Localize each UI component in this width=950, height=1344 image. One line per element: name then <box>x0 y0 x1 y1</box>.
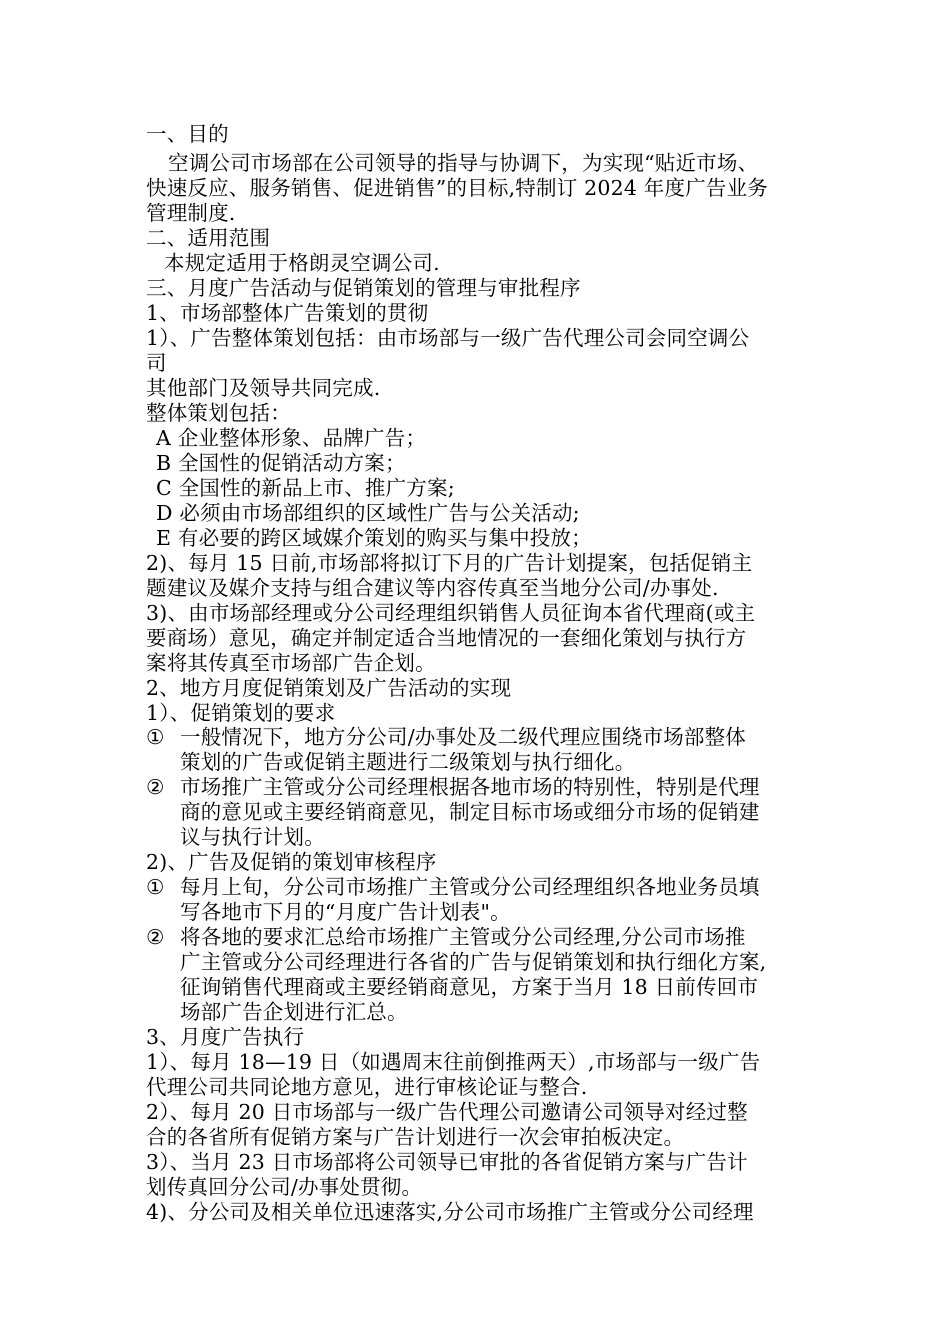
paragraph-line: 写各地市下月的“月度广告计划表"。 <box>180 900 511 924</box>
list-item: C 全国性的新品上市、推广方案; <box>156 476 455 500</box>
paragraph-line: 1）、每月 18—19 日（如遇周末往前倒推两天）,市场部与一级广告 <box>146 1050 761 1074</box>
subheading: 3、月度广告执行 <box>146 1025 305 1049</box>
paragraph-line: 将各地的要求汇总给市场推广主管或分公司经理,分公司市场推 <box>180 925 746 949</box>
paragraph-line: 策划的广告或促销主题进行二级策划与执行细化。 <box>180 750 636 774</box>
circled-number-1: ① <box>146 725 165 749</box>
paragraph-line: 快速反应、服务销售、促进销售”的目标,特制订 2024 年度广告业务 <box>146 176 768 200</box>
paragraph-line: 3）、当月 23 日市场部将公司领导已审批的各省促销方案与广告计 <box>146 1150 748 1174</box>
paragraph-line: 议与执行计划。 <box>180 825 325 849</box>
paragraph-line: 题建议及媒介支持与组合建议等内容传真至当地分公司/办事处. <box>146 576 719 600</box>
heading-scope: 二、适用范围 <box>146 226 271 250</box>
paragraph-line: 划传真回分公司/办事处贯彻。 <box>146 1175 423 1199</box>
paragraph-line: 4)、分公司及相关单位迅速落实,分公司市场推广主管或分公司经理 <box>146 1200 754 1224</box>
paragraph-line: 2）、每月 20 日市场部与一级广告代理公司邀请公司领导对经过整 <box>146 1100 748 1124</box>
list-item: D 必须由市场部组织的区域性广告与公关活动; <box>156 501 580 525</box>
paragraph-line: 要商场）意见，确定并制定适合当地情况的一套细化策划与执行方 <box>146 626 747 650</box>
subheading: 2)、广告及促销的策划审核程序 <box>146 850 437 874</box>
paragraph-line: 征询销售代理商或主要经销商意见，方案于当月 18 日前传回市 <box>180 975 759 999</box>
paragraph-line: 市场推广主管或分公司经理根据各地市场的特别性，特别是代理 <box>180 775 760 799</box>
circled-number-2: ② <box>146 775 165 799</box>
paragraph-line: 一般情况下，地方分公司/办事处及二级代理应围绕市场部整体 <box>180 725 747 749</box>
paragraph-line: 1）、广告整体策划包括：由市场部与一级广告代理公司会同空调公 <box>146 326 750 350</box>
circled-number-1: ① <box>146 875 165 899</box>
paragraph-line: 空调公司市场部在公司领导的指导与协调下，为实现“贴近市场、 <box>168 151 759 175</box>
paragraph-line: 整体策划包括： <box>146 401 291 425</box>
list-item: A 企业整体形象、品牌广告； <box>156 426 427 450</box>
heading-purpose: 一、目的 <box>146 122 229 146</box>
paragraph-line: 广主管或分公司经理进行各省的广告与促销策划和执行细化方案, <box>180 950 767 974</box>
paragraph-line: 2)、每月 15 日前,市场部将拟订下月的广告计划提案，包括促销主 <box>146 551 753 575</box>
paragraph-line: 代理公司共同论地方意见，进行审核论证与整合. <box>146 1075 588 1099</box>
heading-section-3: 三、月度广告活动与促销策划的管理与审批程序 <box>146 276 581 300</box>
paragraph-line: 每月上旬，分公司市场推广主管或分公司经理组织各地业务员填 <box>180 875 760 899</box>
paragraph-line: 商的意见或主要经销商意见，制定目标市场或细分市场的促销建 <box>180 800 760 824</box>
paragraph-line: 本规定适用于格朗灵空调公司. <box>164 251 440 275</box>
paragraph-line: 其他部门及领导共同完成. <box>146 376 381 400</box>
list-item: B 全国性的促销活动方案； <box>156 451 406 475</box>
paragraph-line: 案将其传真至市场部广告企划。 <box>146 651 436 675</box>
paragraph-line: 司 <box>146 351 167 375</box>
subheading: 2、地方月度促销策划及广告活动的实现 <box>146 676 512 700</box>
paragraph-line: 管理制度. <box>146 201 236 225</box>
list-item: E 有必要的跨区域媒介策划的购买与集中投放； <box>156 526 592 550</box>
paragraph-line: 3)、由市场部经理或分公司经理组织销售人员征询本省代理商(或主 <box>146 601 756 625</box>
subheading: 1）、促销策划的要求 <box>146 701 336 725</box>
paragraph-line: 合的各省所有促销方案与广告计划进行一次会审拍板决定。 <box>146 1125 685 1149</box>
circled-number-2: ② <box>146 925 165 949</box>
subheading: 1、市场部整体广告策划的贯彻 <box>146 301 429 325</box>
paragraph-line: 场部广告企划进行汇总。 <box>180 1000 408 1024</box>
